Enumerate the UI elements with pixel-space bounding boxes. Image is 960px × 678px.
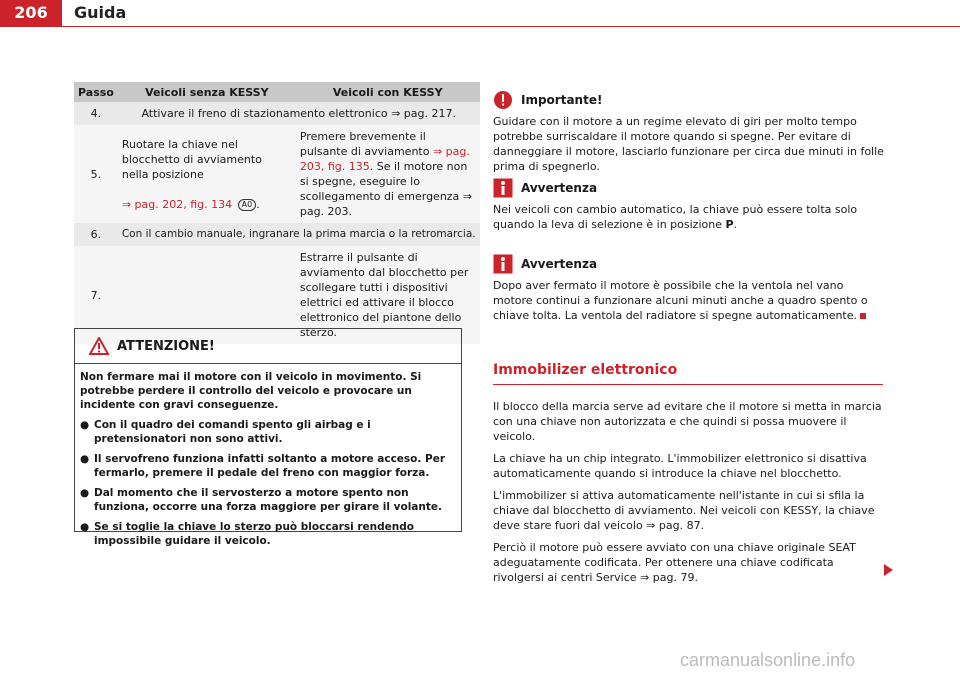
page-reference-link[interactable]: ⇒ pag. 202, fig. 134 bbox=[121, 197, 233, 211]
end-marker-icon bbox=[860, 313, 866, 319]
list-item bbox=[80, 452, 456, 486]
important-heading bbox=[493, 90, 885, 110]
paragraph: Perciò il motore può essere avviato con una chiave originale SEAT adeguatamente codificata. Per ottenere una chiave codificata rivolgersi ai centri Service ⇒ pag. 79. bbox=[493, 541, 856, 584]
note-title: Avvertenza bbox=[521, 256, 598, 271]
note-text-body: Dopo aver fermato il motore è possibile che la ventola nel vano motore continui a funzionare alcuni minuti anche a quadro spento o chiave tolta. La ventola del radiatore si spegne automaticamente. bbox=[493, 279, 868, 322]
bullet-icon: ● bbox=[80, 521, 90, 533]
section-body bbox=[493, 399, 885, 585]
header-rule bbox=[0, 26, 960, 27]
section-rule bbox=[493, 384, 883, 385]
important-text: Guidare con il motore a un regime elevato di giri per molto tempo potrebbe surriscaldare il motore quando si spegne. Per evitare di danneggiare il motore, lasciarlo funzionare per circa due minuti in folle prima di spegnerlo. bbox=[493, 115, 884, 173]
note-title: Avvertenza bbox=[521, 180, 598, 195]
note-text-body: Nei veicoli con cambio automatico, la chiave può essere tolta solo quando la leva di selezione è in posizione bbox=[493, 203, 858, 231]
punctuation: . bbox=[733, 218, 738, 231]
step-number: 4. bbox=[74, 102, 118, 125]
step-text: Ruotare la chiave nel blocchetto di avviamento nella posizione bbox=[121, 137, 262, 181]
watermark: carmanualsonline.info bbox=[680, 650, 856, 670]
step-text: . Se il motore non si spegne, eseguire lo scollegamento di emergenza ⇒ pag. 203. bbox=[299, 160, 473, 218]
next-page-arrow-icon[interactable] bbox=[884, 564, 893, 576]
warning-title: ATTENZIONE! bbox=[117, 338, 215, 354]
bullet-icon: ● bbox=[80, 419, 90, 431]
bullet-icon: ● bbox=[80, 487, 90, 499]
col-no-kessy: Veicoli senza KESSY bbox=[118, 82, 296, 102]
paragraph: Il blocco della marcia serve ad evitare che il motore si metta in marcia con una chiave non autorizzata e che quindi si possa muovere il veicolo. bbox=[493, 400, 882, 443]
col-kessy: Veicoli con KESSY bbox=[296, 82, 480, 102]
list-item bbox=[80, 520, 456, 554]
warning-triangle-icon bbox=[89, 337, 109, 355]
step-text: Attivare il freno di stazionamento elettronico ⇒ pag. 217. bbox=[118, 102, 480, 125]
step-text-kessy: Estrarre il pulsante di avviamento dal blocchetto per scollegare tutti i dispositivi elettrici ed attivare il blocco elettronico del piantone dello sterzo. bbox=[296, 246, 480, 344]
figure-callout-badge: A0 bbox=[238, 199, 257, 211]
list-item bbox=[80, 486, 456, 520]
bullet-text: Se si toglie la chiave lo sterzo può bloccarsi rendendo impossibile guidare il veicolo. bbox=[94, 521, 414, 547]
paragraph: La chiave ha un chip integrato. L'immobilizer elettronico si disattiva automaticamente quando si introduce la chiave nel blocchetto. bbox=[493, 452, 867, 480]
important-note bbox=[493, 90, 885, 174]
section-title: Immobilizer elettronico bbox=[493, 362, 678, 378]
step-text-no-kessy bbox=[118, 125, 296, 223]
step-number: 6. bbox=[74, 223, 118, 246]
punctuation: . bbox=[256, 197, 260, 211]
paragraph: L'immobilizer si attiva automaticamente nell'istante in cui si sfila la chiave dal blocchetto di avviamento. Nei veicoli con KESSY, la chiave deve stare fuori dal veicolo ⇒ pag. 87. bbox=[493, 489, 875, 532]
bullet-text: Con il quadro dei comandi spento gli airbag e i pretensionatori non sono attivi. bbox=[94, 419, 371, 445]
warning-box bbox=[74, 328, 462, 547]
info-icon bbox=[493, 178, 513, 198]
list-item bbox=[80, 418, 456, 452]
note-automatic bbox=[493, 178, 885, 232]
page-number: 206 bbox=[0, 0, 62, 26]
step-text-kessy bbox=[296, 125, 480, 223]
warning-header bbox=[75, 329, 461, 364]
step-text: Con il cambio manuale, ingranare la prima marcia o la retromarcia. bbox=[118, 223, 480, 246]
col-step: Passo bbox=[74, 82, 118, 102]
bullet-text: Il servofreno funziona infatti soltanto a motore acceso. Per fermarlo, premere il pedale del freno con maggior forza. bbox=[94, 453, 446, 479]
table-row bbox=[74, 102, 480, 125]
gear-position: P bbox=[725, 218, 734, 231]
bullet-icon: ● bbox=[80, 453, 90, 465]
info-icon bbox=[493, 254, 513, 274]
page-reference-link[interactable]: ⇒ pag. 203, fig. 135 bbox=[299, 145, 470, 173]
note-text bbox=[493, 202, 885, 232]
table-row bbox=[74, 125, 480, 223]
exclamation-circle-icon bbox=[493, 90, 513, 110]
note-heading bbox=[493, 178, 885, 198]
chapter-title: Guida bbox=[74, 3, 127, 22]
note-text bbox=[493, 278, 885, 323]
table-row bbox=[74, 223, 480, 246]
step-number: 5. bbox=[74, 125, 118, 223]
warning-body bbox=[75, 364, 461, 560]
steps-table bbox=[74, 82, 480, 344]
bullet-text: Dal momento che il servosterzo a motore spento non funziona, occorre una forza maggiore per girare il volante. bbox=[94, 487, 442, 513]
step-text: Premere brevemente il pulsante di avviamento bbox=[299, 130, 430, 158]
note-heading bbox=[493, 254, 885, 274]
step-number: 7. bbox=[74, 246, 118, 344]
section-heading bbox=[493, 362, 883, 385]
warning-intro: Non fermare mai il motore con il veicolo in movimento. Si potrebbe perdere il controllo del veicolo e provocare un incidente con gravi conseguenze. bbox=[80, 371, 422, 411]
note-fan bbox=[493, 254, 885, 323]
important-title: Importante! bbox=[521, 92, 603, 107]
